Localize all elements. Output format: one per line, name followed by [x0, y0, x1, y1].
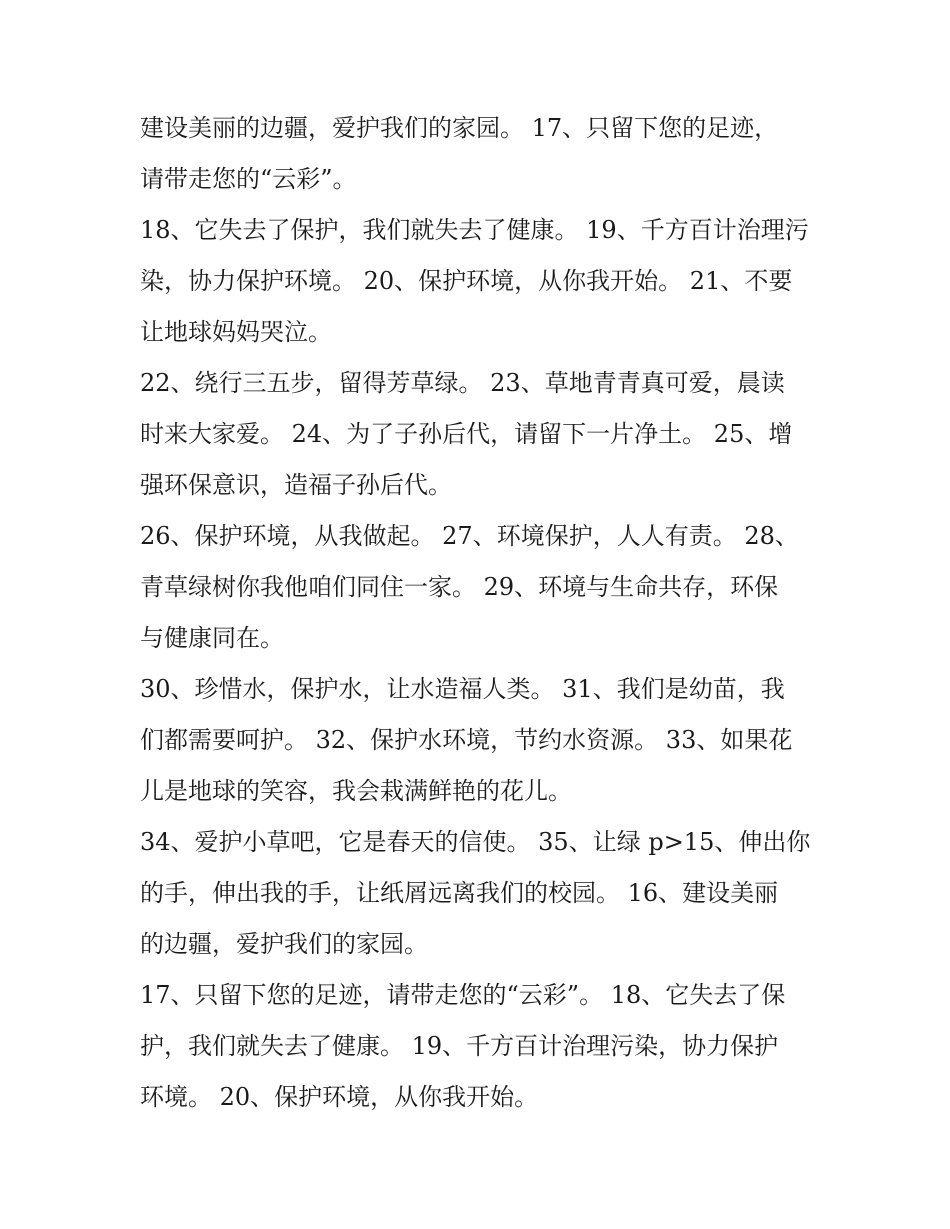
- text-line: 让地球妈妈哭泣。: [140, 318, 332, 346]
- text-line: 请带走您的“云彩”。: [140, 165, 357, 193]
- text-line: 17、只留下您的足迹，请带走您的“云彩”。 18、它失去了保: [140, 981, 786, 1009]
- text-line: 环境。 20、保护环境，从你我开始。: [140, 1083, 539, 1111]
- text-line: 的手，伸出我的手，让纸屑远离我们的校园。 16、建设美丽: [140, 879, 779, 907]
- document-body: [140, 103, 830, 1123]
- text-line: 时来大家爱。 24、为了子孙后代，请留下一片净土。 25、增: [140, 420, 793, 448]
- text-line: 18、它失去了保护，我们就失去了健康。 19、千方百计治理污: [140, 216, 809, 244]
- text-line: 26、保护环境，从我做起。 27、环境保护，人人有责。 28、: [140, 522, 799, 550]
- text-line: 染，协力保护环境。 20、保护环境，从你我开始。 21、不要: [140, 267, 793, 295]
- text-line: 的边疆，爱护我们的家园。: [140, 930, 428, 958]
- paragraph: [140, 817, 830, 970]
- text-line: 建设美丽的边疆，爱护我们的家园。 17、只留下您的足迹，: [140, 114, 779, 142]
- text-line: 强环保意识，造福子孙后代。: [140, 471, 452, 499]
- text-line: 儿是地球的笑容，我会栽满鲜艳的花儿。: [140, 777, 572, 805]
- paragraph: [140, 358, 830, 511]
- paragraph: [140, 205, 830, 358]
- text-line: 34、爱护小草吧，它是春天的信使。 35、让绿 p>15、伸出你: [140, 828, 811, 856]
- paragraph: [140, 511, 830, 664]
- text-line: 们都需要呵护。 32、保护水环境，节约水资源。 33、如果花: [140, 726, 793, 754]
- text-line: 青草绿树你我他咱们同住一家。 29、环境与生命共存，环保: [140, 573, 779, 601]
- paragraph: [140, 103, 830, 205]
- text-line: 22、绕行三五步，留得芳草绿。 23、草地青青真可爱，晨读: [140, 369, 785, 397]
- paragraph: [140, 664, 830, 817]
- text-line: 与健康同在。: [140, 624, 284, 652]
- text-line: 30、珍惜水，保护水，让水造福人类。 31、我们是幼苗，我: [140, 675, 785, 703]
- text-line: 护，我们就失去了健康。 19、千方百计治理污染，协力保护: [140, 1032, 779, 1060]
- paragraph: [140, 970, 830, 1123]
